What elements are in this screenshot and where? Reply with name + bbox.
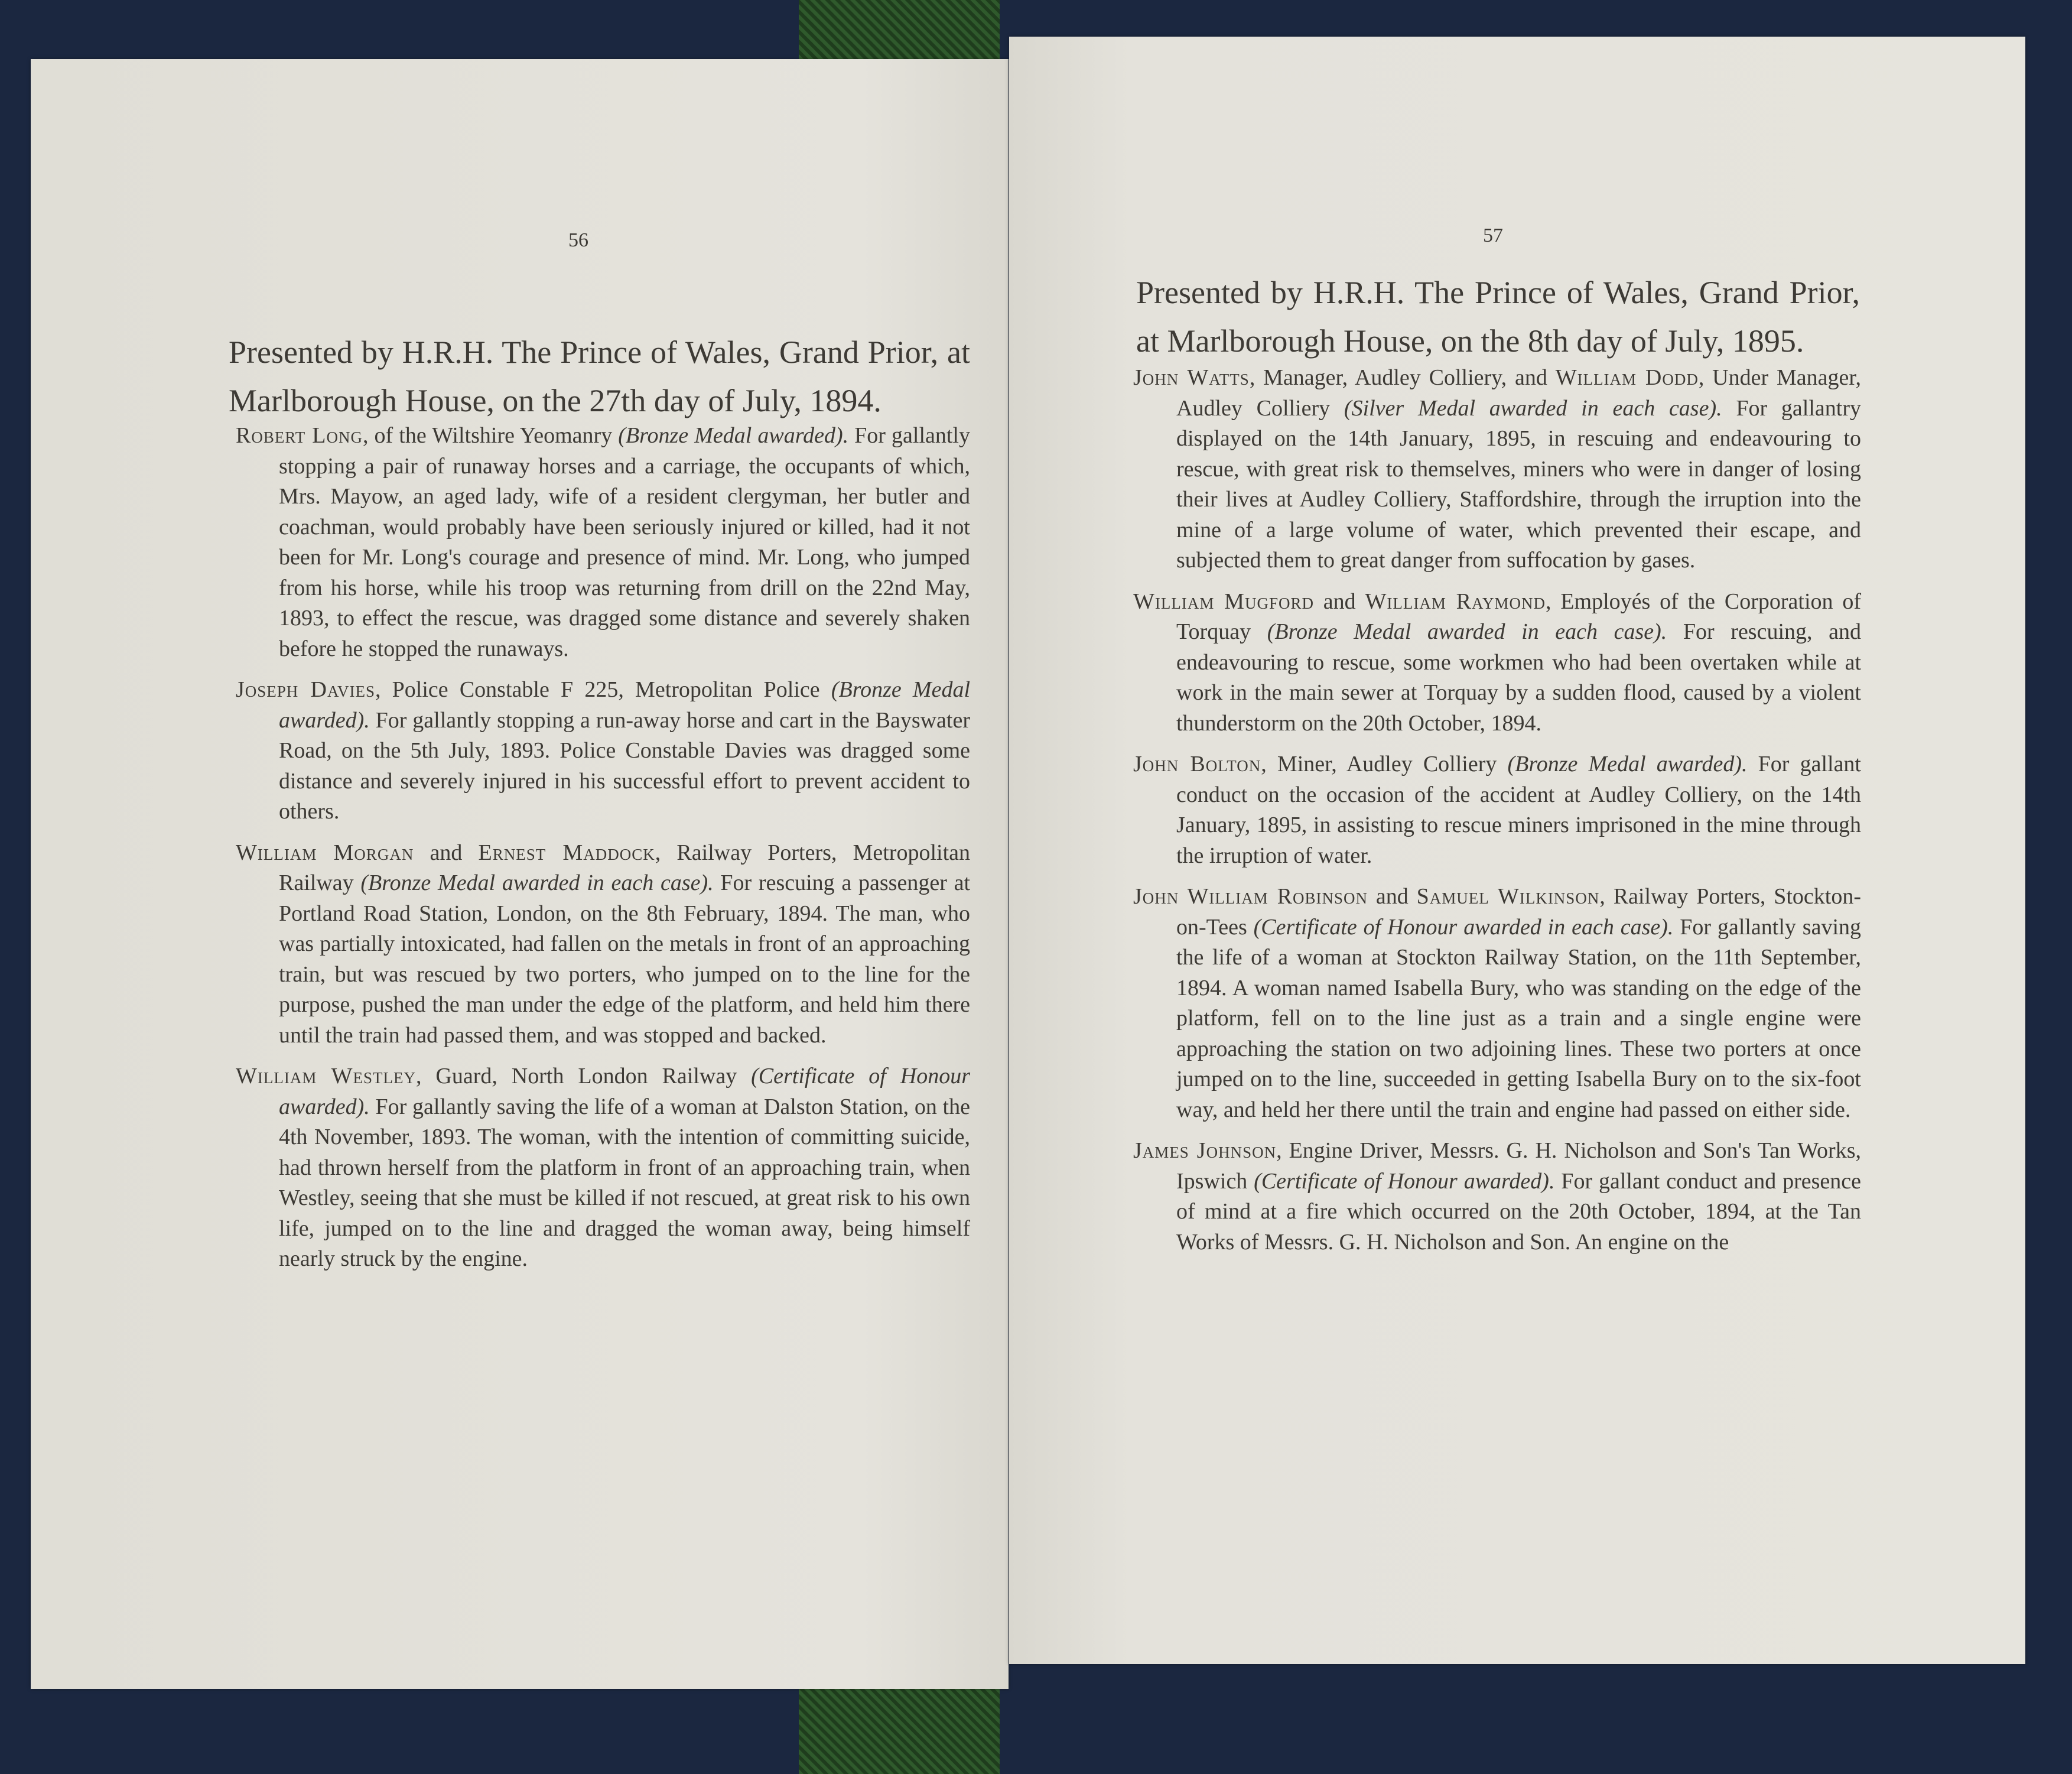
award-entry bbox=[1133, 587, 1861, 739]
recipient-name: William Westley bbox=[236, 1064, 416, 1089]
recipient-name: Robert Long bbox=[236, 423, 363, 448]
award-type: (Certificate of Honour awarded). bbox=[279, 1064, 970, 1119]
award-entry bbox=[236, 421, 970, 664]
award-entry bbox=[1133, 749, 1861, 871]
entry-description: For gallantly saving the life of a woman at Dalston Station, on the 4th November, 1893. The woman, with the intention of committing suicide, had thrown herself from the platform in front of an approaching train, when Westley, seeing that she must be killed if not rescued, at great risk to his own life, jumped on to the line and dragged the woman away, being himself nearly struck by the engine. bbox=[279, 1094, 970, 1271]
entry-description: For gallant conduct and presence of mind at a fire which occurred on the 20th October, 1894, at the Tan Works of Messrs. G. H. Nicholson and Son. An engine on the bbox=[1176, 1168, 1861, 1255]
entry-details: , Manager, Audley Colliery, and bbox=[1249, 365, 1556, 390]
recipient-name: William Morgan bbox=[236, 840, 414, 865]
award-entry bbox=[236, 1061, 970, 1275]
award-type: (Bronze Medal awarded). bbox=[279, 677, 970, 733]
recipient-name: William Mugford bbox=[1133, 589, 1314, 614]
name-joiner: and bbox=[1313, 589, 1365, 614]
award-entry bbox=[236, 675, 970, 827]
entry-details: , Employés of the Corporation of Torquay bbox=[1176, 589, 1861, 644]
left-page bbox=[31, 59, 1009, 1689]
entry-details: , Under Manager, Audley Colliery bbox=[1176, 365, 1861, 421]
presentation-heading: Presented by H.R.H. The Prince of Wales, Grand Prior, at Marlborough House, on the 8th day of July, 1895. bbox=[1136, 275, 1860, 359]
entry-description: For gallantly stopping a pair of runaway horses and a carriage, the occupants of which, Mrs. Mayow, an aged lady, wife of a resident clergyman, her butler and coachman, would probably have been seriously injured or killed, had it not been for Mr. Long's courage and presence of mind. Mr. Long, who jumped from his horse, while his troop was returning from drill on the 22nd May, 1893, to effect the rescue, was dragged some distance and severely shaken before he stopped the runaways. bbox=[279, 423, 970, 661]
recipient-name: Joseph Davies bbox=[236, 677, 375, 702]
recipient-name: Samuel Wilkinson bbox=[1416, 884, 1600, 909]
entry-details: , Railway Porters, Metropolitan Railway bbox=[279, 840, 970, 895]
award-type: (Bronze Medal awarded in each case). bbox=[360, 870, 714, 895]
entry-description: For rescuing a passenger at Portland Road Station, London, on the 8th February, 1894. The man, who was partially intoxicated, had fallen on the metals in front of an approaching train, but was rescued by two porters, who jumped on to the line for the purpose, pushed the man under the edge of the platform, and held him there until the train had passed them, and was stopped and backed. bbox=[279, 870, 971, 1048]
award-type: (Certificate of Honour awarded). bbox=[1254, 1168, 1555, 1194]
recipient-name: William Dodd bbox=[1555, 365, 1699, 390]
entry-details: , Police Constable F 225, Metropolitan Police bbox=[375, 677, 831, 702]
award-entry bbox=[1133, 882, 1861, 1125]
award-type: (Certificate of Honour awarded in each case). bbox=[1253, 914, 1674, 940]
page-number: 56 bbox=[568, 229, 588, 251]
award-entry bbox=[236, 838, 970, 1051]
entry-description: For gallantly stopping a run-away horse and cart in the Bayswater Road, on the 5th July, 1893. Police Constable Davies was dragged some distance and severely injured in his successful effort to prevent accident to others. bbox=[279, 707, 970, 824]
recipient-name: John William Robinson bbox=[1133, 884, 1368, 909]
award-entry bbox=[1133, 363, 1861, 576]
entry-description: For rescuing, and endeavouring to rescue, some workmen who had been overtaken while at work in the main sewer at Torquay by a sudden flood, caused by a violent thunderstorm on the 20th October, 1894. bbox=[1176, 619, 1861, 736]
right-page bbox=[1009, 37, 2025, 1664]
name-joiner: and bbox=[1368, 884, 1417, 909]
entry-description: For gallantry displayed on the 14th January, 1895, in rescuing and endeavouring to rescue, with great risk to themselves, miners who were in danger of losing their lives at Audley Colliery, Staffordshire, through the irruption into the mine of a large volume of water, which prevented their escape, and subjected them to great danger from suffocation by gases. bbox=[1176, 395, 1861, 573]
page-number: 57 bbox=[1483, 225, 1503, 246]
recipient-name: John Bolton bbox=[1133, 752, 1261, 776]
award-type: (Bronze Medal awarded in each case). bbox=[1267, 619, 1667, 644]
award-entries bbox=[1133, 363, 1861, 1268]
entry-details: , of the Wiltshire Yeomanry bbox=[363, 423, 619, 448]
award-type: (Bronze Medal awarded). bbox=[618, 423, 849, 448]
award-entry bbox=[1133, 1136, 1861, 1258]
entry-details: , Guard, North London Railway bbox=[415, 1064, 752, 1089]
entry-description: For gallant conduct on the occasion of the accident at Audley Colliery, on the 14th January, 1895, in assisting to rescue miners imprisoned in the mine through the irruption of water. bbox=[1176, 752, 1861, 868]
entry-description: For gallantly saving the life of a woman at Stockton Railway Station, on the 11th September, 1894. A woman named Isabella Bury, who was standing on the edge of the platform, fell on to the line just as a train and a single engine were approaching the station on two adjoining lines. These two porters at once jumped on to the line, succeeded in getting Isabella Bury on to the six-foot way, and held her there until the train and engine had passed on either side. bbox=[1176, 914, 1861, 1122]
recipient-name: John Watts bbox=[1133, 365, 1250, 390]
entry-details: , Miner, Audley Colliery bbox=[1261, 752, 1508, 776]
award-type: (Bronze Medal awarded). bbox=[1507, 752, 1748, 776]
recipient-name: William Raymond bbox=[1365, 589, 1546, 614]
entry-details: , Engine Driver, Messrs. G. H. Nicholson and Son's Tan Works, Ipswich bbox=[1176, 1138, 1861, 1194]
presentation-heading: Presented by H.R.H. The Prince of Wales, Grand Prior, at Marlborough House, on the 27th day of July, 1894. bbox=[229, 334, 970, 418]
award-type: (Silver Medal awarded in each case). bbox=[1344, 395, 1722, 421]
recipient-name: James Johnson bbox=[1133, 1138, 1277, 1163]
award-entries bbox=[236, 421, 970, 1285]
name-joiner: and bbox=[414, 840, 479, 865]
recipient-name: Ernest Maddock bbox=[478, 840, 655, 865]
entry-details: , Railway Porters, Stockton-on-Tees bbox=[1176, 884, 1862, 940]
